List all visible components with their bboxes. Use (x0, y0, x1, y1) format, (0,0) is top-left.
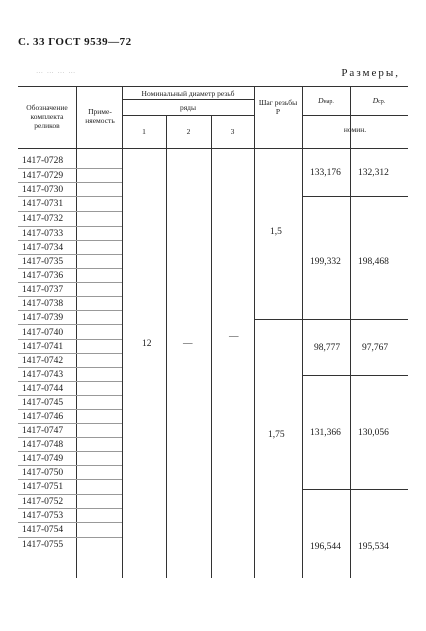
page-header: С. 33 ГОСТ 9539—72 (18, 36, 132, 48)
row-rule (18, 310, 122, 311)
code-cell: 1417-0741 (22, 342, 64, 352)
code-cell: 1417-0740 (22, 328, 64, 338)
col-line-dsr-body (350, 148, 351, 578)
header-row1: 1 (142, 127, 146, 136)
dsr-value: 97,767 (362, 343, 389, 353)
pitch-value: 1,5 (270, 227, 282, 237)
col-line-row3 (211, 115, 212, 578)
rows-sub-rule (122, 115, 254, 116)
header-row2: 2 (186, 127, 191, 136)
row-rule (18, 479, 122, 480)
col-line-row2 (166, 115, 167, 578)
row-rule (18, 196, 122, 197)
pitch-divider (254, 319, 302, 320)
code-cell: 1417-0747 (22, 426, 64, 436)
code-cell: 1417-0733 (22, 229, 64, 239)
code-cell: 1417-0735 (22, 257, 64, 267)
code-cell: 1417-0745 (22, 398, 64, 408)
code-cell: 1417-0732 (22, 214, 64, 224)
dnar-value: 133,176 (310, 168, 341, 178)
row-rule (18, 409, 122, 410)
dsr-subscript: ср. (378, 99, 386, 105)
header-row3: 3 (230, 127, 235, 136)
code-cell: 1417-0738 (22, 299, 64, 309)
code-cell: 1417-0730 (22, 185, 64, 195)
row-rule (18, 522, 122, 523)
row-rule (18, 465, 122, 466)
row-rule (18, 240, 122, 241)
nomin-sub-rule (302, 115, 408, 116)
row2-value: — (183, 339, 193, 349)
header-nominal: Номинальный диаметр резьб (141, 89, 235, 98)
code-cell: 1417-0731 (22, 199, 64, 209)
dgroup-rule (302, 375, 408, 376)
dgroup-rule (302, 489, 408, 490)
code-cell: 1417-0742 (22, 356, 64, 366)
row-rule (18, 353, 122, 354)
row-rule (18, 324, 122, 325)
col-line-dnar (302, 86, 303, 578)
pitch-value: 1,75 (268, 430, 285, 440)
row-rule (18, 423, 122, 424)
header-dnar (302, 96, 350, 107)
dnar-symbol: D (318, 96, 324, 105)
dsr-value: 198,468 (358, 257, 389, 267)
dsr-value: 130,056 (358, 428, 389, 438)
code-cell: 1417-0744 (22, 384, 64, 394)
code-cell: 1417-0734 (22, 243, 64, 253)
code-cell: 1417-0754 (22, 525, 64, 535)
header-pitch: Шаг резьбы P (258, 98, 298, 116)
code-cell: 1417-0743 (22, 370, 64, 380)
row-rule (18, 381, 122, 382)
header-note: Приме-няемость (85, 107, 115, 125)
header-designation: Обозначение комплекта реликов (26, 103, 68, 130)
dnar-value: 131,366 (310, 428, 341, 438)
dgroup-rule (302, 196, 408, 197)
dnar-value: 98,777 (314, 343, 341, 353)
row-rule (18, 537, 122, 538)
dsr-symbol: D (372, 96, 379, 105)
code-cell: 1417-0749 (22, 454, 64, 464)
col-line-pitch (254, 86, 255, 578)
row-rule (18, 437, 122, 438)
code-cell: 1417-0737 (22, 285, 64, 295)
row-rule (18, 395, 122, 396)
row-rule (18, 296, 122, 297)
dgroup-rule (302, 319, 408, 320)
row-rule (18, 254, 122, 255)
row-rule (18, 494, 122, 495)
code-cell: 1417-0755 (22, 540, 64, 550)
section-label: Размеры, (341, 67, 400, 79)
row-rule (18, 211, 122, 212)
dnar-subscript: нар. (323, 99, 334, 105)
code-cell: 1417-0739 (22, 313, 64, 323)
row-rule (18, 282, 122, 283)
code-cell: 1417-0751 (22, 482, 64, 492)
code-cell: 1417-0736 (22, 271, 64, 281)
code-cell: 1417-0753 (22, 511, 64, 521)
code-cell: 1417-0750 (22, 468, 64, 478)
col-line-row1 (122, 86, 123, 578)
row-rule (18, 367, 122, 368)
row-rule (18, 268, 122, 269)
code-cell: 1417-0729 (22, 171, 64, 181)
dsr-value: 132,312 (358, 168, 389, 178)
code-cell: 1417-0752 (22, 497, 64, 507)
header-nomin: номин. (343, 125, 367, 134)
row3-value: — (229, 332, 239, 342)
row-rule (18, 168, 122, 169)
code-cell: 1417-0748 (22, 440, 64, 450)
faint-text: … … … … (36, 67, 77, 75)
row-rule (18, 508, 122, 509)
header-rows: ряды (179, 103, 197, 112)
code-cell: 1417-0728 (22, 156, 64, 166)
row-rule (18, 339, 122, 340)
row1-value: 12 (142, 339, 152, 349)
nominal-sub-rule (122, 99, 254, 100)
row-rule (18, 226, 122, 227)
header-dsr (350, 96, 408, 107)
dsr-value: 195,534 (358, 542, 389, 552)
row-rule (18, 182, 122, 183)
row-rule (18, 451, 122, 452)
dnar-value: 199,332 (310, 257, 341, 267)
dnar-value: 196,544 (310, 542, 341, 552)
code-cell: 1417-0746 (22, 412, 64, 422)
